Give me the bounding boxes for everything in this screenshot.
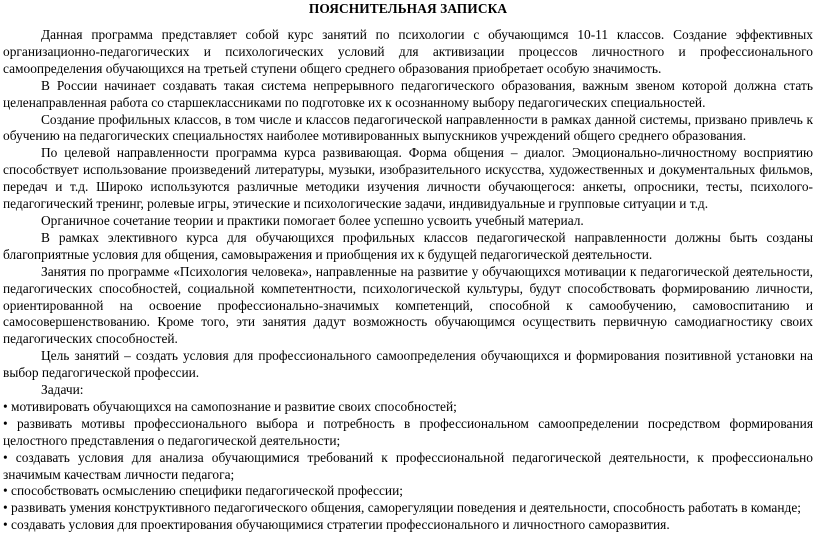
paragraph-program-focus: По целевой направленности программа курса развивающая. Форма общения – диалог. Эмоционально-личностному восприятию способствует использование произведений литературы, музыки, изобразительного искусства, художественных и документальных фильмов, передач и т.д. Широко используются различные методики изучения личности обучающегося: анкеты, опросники, тесты, психолого-педагогический тренинг, ролевые игры, этические и психологические задачи, индивидуальные и групповые ситуации и т.д. — [3, 145, 813, 212]
paragraph-profile-classes: Создание профильных классов, в том числе и классов педагогической направленности в рамках данной системы, призвано привлечь к обучению на педагогических специальностях наиболее мотивированных выпускников учреждений общего среднего образования. — [3, 111, 813, 144]
task-item: • создавать условия для анализа обучающимися требований к профессиональной педагогической деятельности, к профессионально значимым качествам личности педагога; — [3, 449, 813, 482]
paragraph-intro: Данная программа представляет собой курс занятий по психологии с обучающимся 10-11 классов. Создание эффективных организационно-педагогических и психологических условий для активизации процессов личностного и профессионального самоопределения обучающихся на третьей ступени общего среднего образования приобретает особую значимость. — [3, 27, 813, 76]
document-body — [3, 27, 813, 534]
task-item: • способствовать осмыслению специфики педагогической профессии; — [3, 483, 403, 499]
task-item: • развивать умения конструктивного педагогического общения, саморегуляции поведения и деятельности, способность работать в команде; — [3, 500, 802, 516]
paragraph-goal: Цель занятий – создать условия для профессионального самоопределения обучающихся и формирования позитивной установки на выбор педагогической профессии. — [3, 348, 813, 381]
task-item: • создавать условия для проектирования обучающимися стратегии профессионального и личностного саморазвития. — [3, 517, 670, 533]
paragraph-tasks-heading: Задачи: — [41, 382, 84, 398]
paragraph-elective-course: В рамках элективного курса для обучающихся профильных классов педагогической направленности должны быть созданы благоприятные условия для общения, самовыражения и приобщения их к будущей педагогической деятельности. — [3, 229, 813, 262]
document-title: ПОЯСНИТЕЛЬНАЯ ЗАПИСКА — [308, 1, 508, 16]
paragraph-program-lessons: Занятия по программе «Психология человека», направленные на развитие у обучающихся мотивации к педагогической деятельности, педагогических способностей, социальной компетентности, психологической культуры, будут способствовать формированию личности, ориентированной на освоение профессионально-значимых компетенций, способной к самообучению, самовоспитанию и самосовершенствованию. Кроме того, эти занятия дадут возможность обучающимся осуществить первичную самодиагностику своих педагогических способностей. — [3, 263, 813, 347]
task-item: • развивать мотивы профессионального выбора и потребность в профессиональном самоопределении посредством формирования целостного представления о педагогической деятельности; — [3, 415, 813, 448]
paragraph-theory-practice: Органичное сочетание теории и практики помогает более успешно усвоить учебный материал. — [41, 212, 584, 228]
paragraph-russia-system: В России начинает создавать такая система непрерывного педагогического образования, важным звеном которой должна стать целенаправленная работа со старшеклассниками по подготовке их к осознанному выбору педагогических специальностей. — [3, 77, 813, 110]
task-item: • мотивировать обучающихся на самопознание и развитие своих способностей; — [3, 398, 457, 414]
